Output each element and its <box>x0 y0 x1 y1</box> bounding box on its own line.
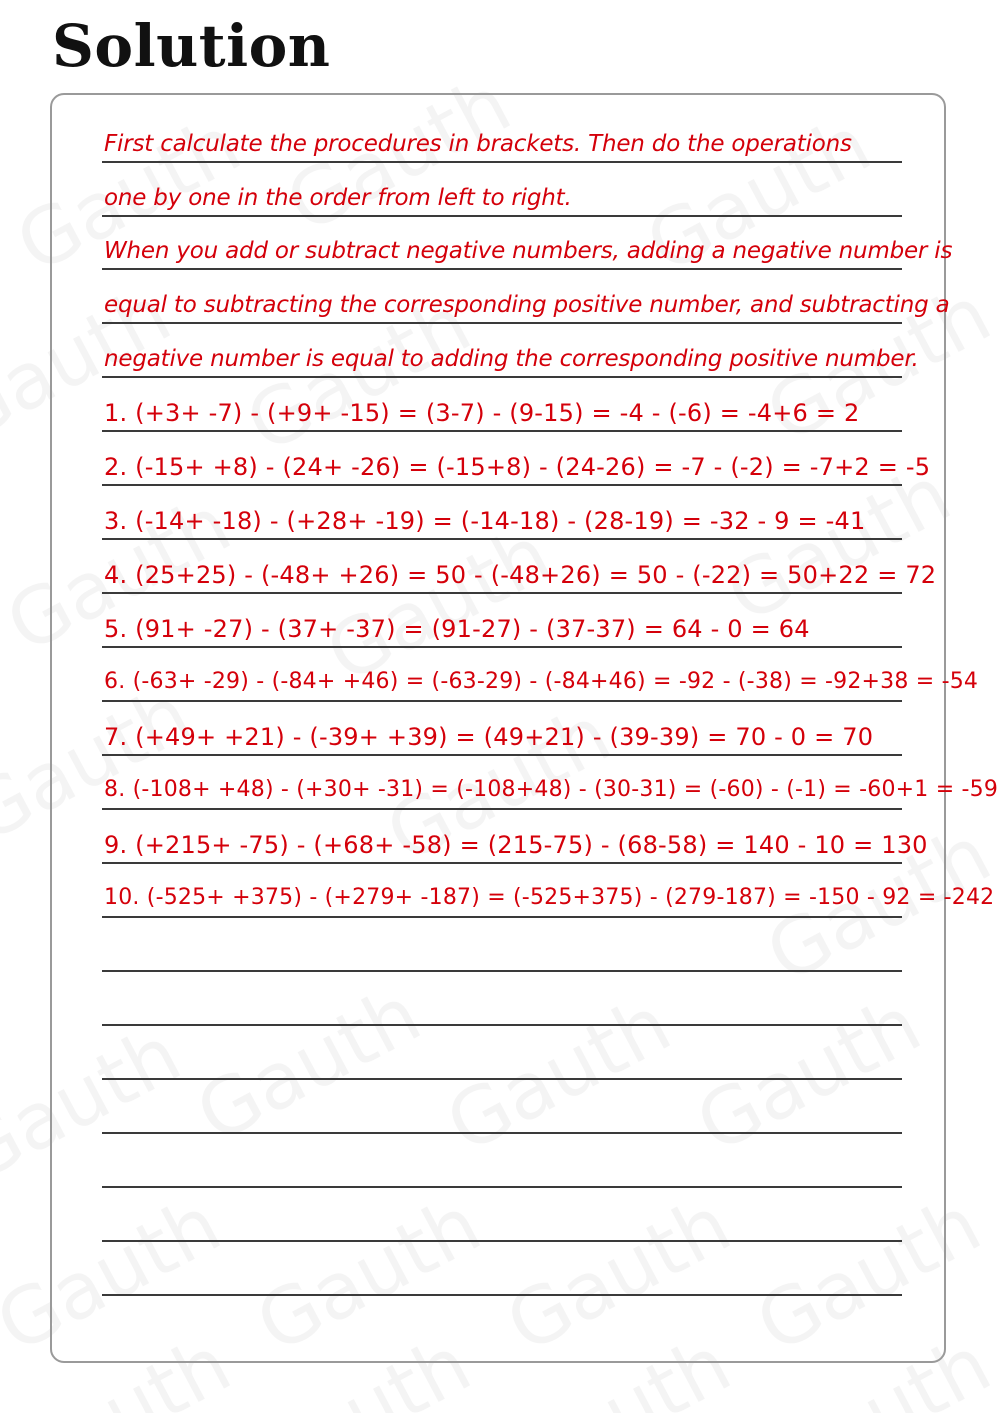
ruled-line <box>102 1240 902 1242</box>
ruled-line <box>102 268 902 270</box>
ruled-line <box>102 808 902 810</box>
explanation-line: First calculate the procedures in brackets. Then do the operations <box>104 131 852 157</box>
explanation-line: equal to subtracting the corresponding positive number, and subtracting a <box>104 292 950 318</box>
ruled-line <box>102 1078 902 1080</box>
step-6: 6. (-63+ -29) - (-84+ +46) = (-63-29) - (-84+46) = -92 - (-38) = -92+38 = -54 <box>104 669 979 694</box>
ruled-line <box>102 1132 902 1134</box>
step-3: 3. (-14+ -18) - (+28+ -19) = (-14-18) - (28-19) = -32 - 9 = -41 <box>104 507 866 535</box>
page-title: Solution <box>52 12 331 80</box>
step-2: 2. (-15+ +8) - (24+ -26) = (-15+8) - (24-26) = -7 - (-2) = -7+2 = -5 <box>104 453 931 481</box>
ruled-line <box>102 700 902 702</box>
explanation-line: negative number is equal to adding the corresponding positive number. <box>104 346 919 372</box>
ruled-line <box>102 484 902 486</box>
ruled-line <box>102 1294 902 1296</box>
step-1: 1. (+3+ -7) - (+9+ -15) = (3-7) - (9-15) = -4 - (-6) = -4+6 = 2 <box>104 399 860 427</box>
ruled-line <box>102 161 902 163</box>
step-4: 4. (25+25) - (-48+ +26) = 50 - (-48+26) = 50 - (-22) = 50+22 = 72 <box>104 561 937 589</box>
ruled-line <box>102 322 902 324</box>
explanation-line: When you add or subtract negative numbers, adding a negative number is <box>104 238 953 264</box>
ruled-line <box>102 592 902 594</box>
explanation-line: one by one in the order from left to right. <box>104 185 572 211</box>
ruled-line <box>102 862 902 864</box>
ruled-line <box>102 1186 902 1188</box>
step-7: 7. (+49+ +21) - (-39+ +39) = (49+21) - (39-39) = 70 - 0 = 70 <box>104 723 874 751</box>
step-5: 5. (91+ -27) - (37+ -37) = (91-27) - (37-37) = 64 - 0 = 64 <box>104 615 810 643</box>
ruled-line <box>102 916 902 918</box>
ruled-line <box>102 1024 902 1026</box>
ruled-line <box>102 430 902 432</box>
ruled-line <box>102 754 902 756</box>
ruled-line <box>102 215 902 217</box>
ruled-line <box>102 376 902 378</box>
step-10: 10. (-525+ +375) - (+279+ -187) = (-525+375) - (279-187) = -150 - 92 = -242 <box>104 885 995 910</box>
ruled-line <box>102 646 902 648</box>
step-9: 9. (+215+ -75) - (+68+ -58) = (215-75) - (68-58) = 140 - 10 = 130 <box>104 831 928 859</box>
step-8: 8. (-108+ +48) - (+30+ -31) = (-108+48) - (30-31) = (-60) - (-1) = -60+1 = -59 <box>104 777 999 802</box>
ruled-line <box>102 970 902 972</box>
ruled-line <box>102 538 902 540</box>
